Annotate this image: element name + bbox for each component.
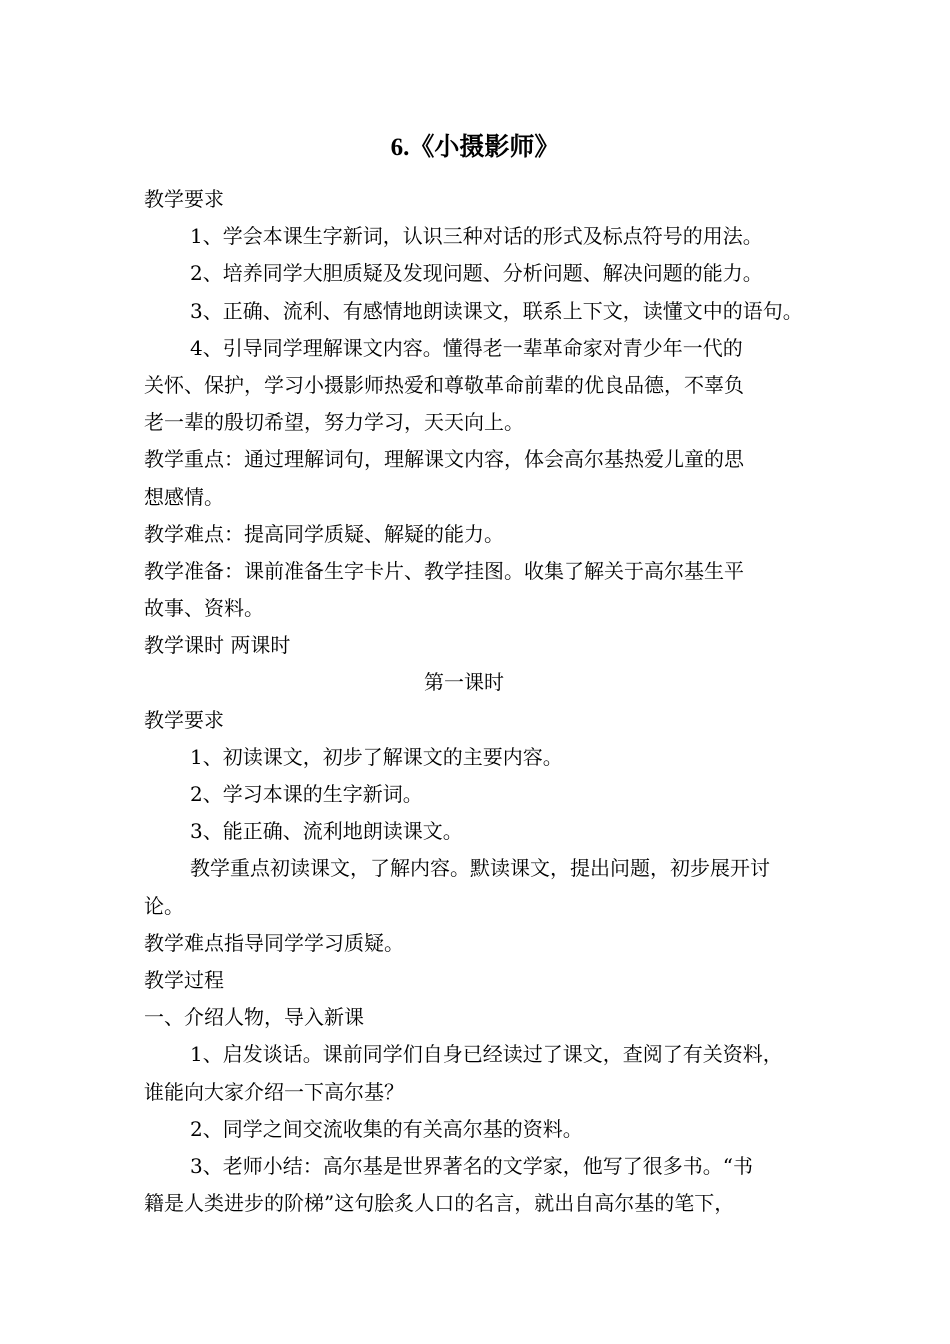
text-line: 谁能向大家介绍一下高尔基？ [144,1079,404,1104]
text-line: 教学重点：通过理解词句，理解课文内容，体会高尔基热爱儿童的思 [144,447,744,472]
text-line: 2、学习本课的生字新词。 [190,782,423,806]
text-line: 想感情。 [144,484,224,509]
text-line: 教学要求 [144,187,224,211]
text-line: 故事、资料。 [144,596,264,621]
text-line: 1、初读课文，初步了解课文的主要内容。 [190,744,563,769]
text-line: 2、同学之间交流收集的有关高尔基的资料。 [190,1116,583,1141]
text-line: 老一辈的殷切希望，努力学习，天天向上。 [144,410,524,435]
text-line: 教学难点指导同学学习质疑。 [144,930,404,955]
section-heading: 第一课时 [424,670,504,695]
text-line: 3、正确、流利、有感情地朗读课文，联系上下文，读懂文中的语句。 [190,298,803,323]
text-line: 2、培养同学大胆质疑及发现问题、分析问题、解决问题的能力。 [190,261,763,286]
text-line: 论。 [144,893,184,918]
text-line: 3、老师小结：高尔基是世界著名的文学家，他写了很多书。“书 [190,1153,753,1178]
text-line: 教学重点初读课文，了解内容。默读课文，提出问题，初步展开讨 [190,856,770,881]
document-body [144,181,824,1222]
text-line: 教学准备：课前准备生字卡片、教学挂图。收集了解关于高尔基生平 [144,558,744,583]
text-line: 籍是人类进步的阶梯”这句脍炙人口的名言，就出自高尔基的笔下， [144,1191,735,1216]
text-line: 教学难点：提高同学质疑、解疑的能力。 [144,521,504,546]
text-line: 1、学会本课生字新词，认识三种对话的形式及标点符号的用法。 [190,224,763,249]
document-title: 6.《小摄影师》 [390,134,560,161]
text-line: 关怀、保护，学习小摄影师热爱和尊敬革命前辈的优良品德，不辜负 [144,372,744,397]
text-line: 3、能正确、流利地朗读课文。 [190,819,463,844]
text-line: 教学过程 [144,967,224,992]
text-line: 教学要求 [144,707,224,732]
text-line: 1、启发谈话。课前同学们自身已经读过了课文，查阅了有关资料， [190,1042,783,1067]
text-line: 教学课时 两课时 [144,633,291,658]
text-line: 一、介绍人物，导入新课 [144,1005,364,1030]
text-line: 4、引导同学理解课文内容。懂得老一辈革命家对青少年一代的 [190,335,743,360]
